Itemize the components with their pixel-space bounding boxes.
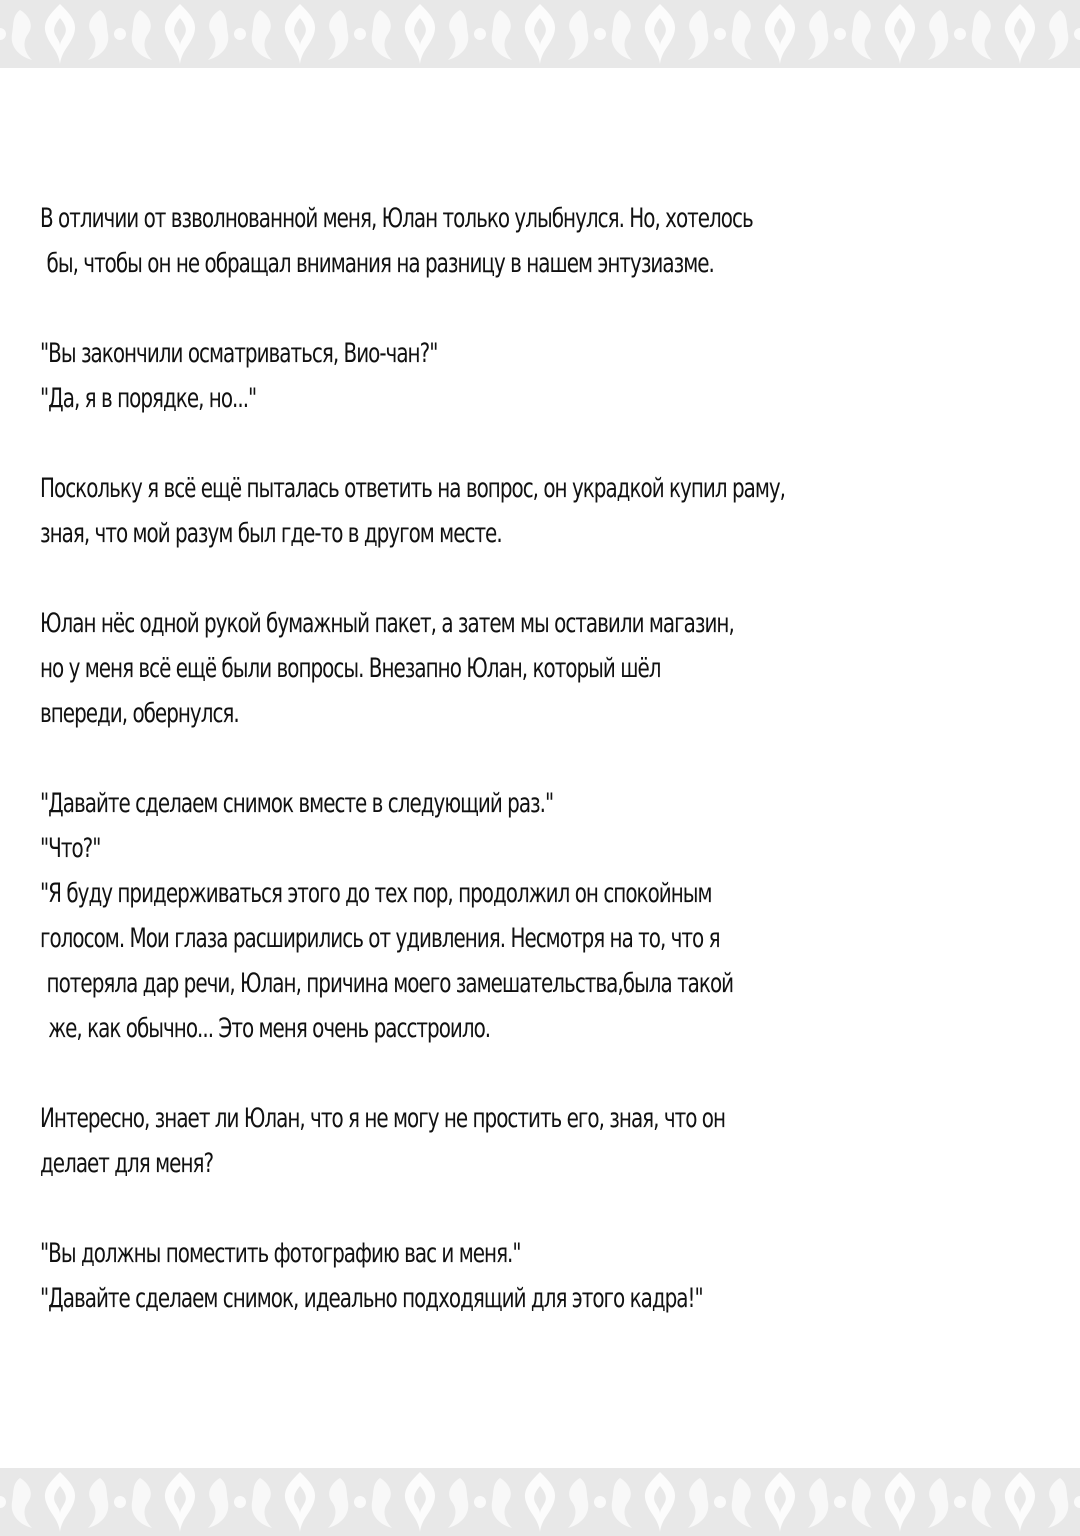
text-line: Интересно, знает ли Юлан, что я не могу не простить его, зная, что он	[40, 1103, 726, 1134]
text-line: зная, что мой разум был где-то в другом месте.	[40, 518, 502, 549]
dialogue-line: "Давайте сделаем снимок, идеально подходящий для этого кадра!"	[40, 1283, 703, 1314]
damask-pattern-icon	[0, 1468, 1080, 1536]
text-line: же, как обычно... Это меня очень расстроило.	[48, 1013, 491, 1044]
paragraph	[40, 781, 1040, 1051]
dialogue-line: "Вы должны поместить фотографию вас и меня."	[40, 1238, 521, 1269]
text-line: потеряла дар речи, Юлан, причина моего замешательства,была такой	[46, 968, 734, 999]
dialogue-line: "Я буду придерживаться этого до тех пор, продолжил он спокойным	[40, 878, 712, 909]
text-line: Юлан нёс одной рукой бумажный пакет, а затем мы оставили магазин,	[40, 608, 734, 639]
text-line: В отличии от взволнованной меня, Юлан только улыбнулся. Но, хотелось	[40, 203, 753, 234]
damask-pattern-bottom	[0, 1468, 1080, 1536]
dialogue-line: "Вы закончили осматриваться, Вио-чан?"	[40, 338, 438, 369]
damask-pattern-icon	[0, 0, 1080, 68]
paragraph	[40, 331, 1040, 421]
text-line: голосом. Мои глаза расширились от удивления. Несмотря на то, что я	[40, 923, 720, 954]
damask-pattern-top	[0, 0, 1080, 68]
dialogue-line: "Давайте сделаем снимок вместе в следующий раз."	[40, 788, 554, 819]
paragraph	[40, 1096, 1040, 1186]
text-line: делает для меня?	[40, 1148, 214, 1179]
paragraph	[40, 466, 1040, 556]
text-line: впереди, обернулся.	[40, 698, 239, 729]
story-text	[40, 196, 1040, 1321]
text-line: бы, чтобы он не обращал внимания на разницу в нашем энтузиазме.	[46, 248, 714, 279]
dialogue-line: "Что?"	[40, 833, 101, 864]
text-line: Поскольку я всё ещё пыталась ответить на вопрос, он украдкой купил раму,	[40, 473, 786, 504]
paragraph	[40, 601, 1040, 736]
dialogue-line: "Да, я в порядке, но..."	[40, 383, 257, 414]
paragraph	[40, 1231, 1040, 1321]
text-line: но у меня всё ещё были вопросы. Внезапно Юлан, который шёл	[40, 653, 661, 684]
paragraph	[40, 196, 1040, 286]
